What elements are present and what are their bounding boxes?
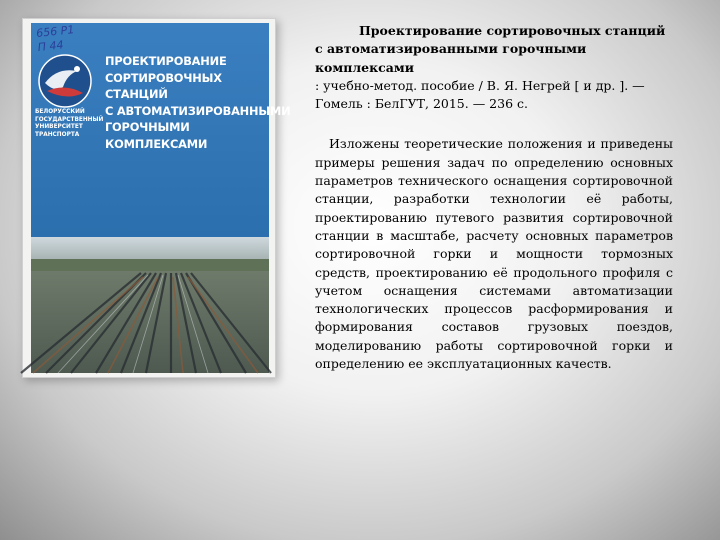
- book-cover-image: [22, 18, 291, 378]
- university-name: [35, 109, 104, 139]
- book-abstract-paragraph: [315, 135, 673, 373]
- book-description: [315, 22, 673, 373]
- cover-title-line: ГОРОЧНЫМИ: [105, 120, 190, 134]
- bibliographic-record: [315, 22, 673, 113]
- cover-title-line: КОМПЛЕКСАМИ: [105, 136, 208, 151]
- university-name-line: УНИВЕРСИТЕТ: [35, 124, 83, 131]
- handwritten-shelf-mark: [36, 23, 77, 55]
- university-name-line: БЕЛОРУССКИЙ: [35, 109, 85, 115]
- university-name-line: ТРАНСПОРТА: [35, 131, 80, 138]
- railway-yard-photo: [31, 237, 269, 373]
- book-cover: [31, 23, 291, 373]
- book-imprint: : учебно-метод. пособие / В. Я. Негрей [ и др. ]. — Гомель : БелГУТ, 2015. — 236 с.: [315, 77, 645, 112]
- book-abstract: Изложены теоретические положения и приведены примеры решения задач по определению основных параметров технического оснащения сортировочной станции, разработки технологии её работы, проектированию путевого развития сортировочной станции в масштабе, расчету основных параметров сортировочной горки и мощности тормозных средств, проектированию её продольного профиля с учетом оснащения системами автоматизации технологических процессов расформирования и формирования составов грузовых поездов, моделированию работы сортировочной горки и определению ее эксплуатационных качеств.: [315, 136, 673, 372]
- cover-title-line: СОРТИРОВОЧНЫХ: [105, 70, 222, 85]
- cover-title-line: СТАНЦИЙ: [105, 87, 168, 101]
- cover-title-line: С АВТОМАТИЗИРОВАННЫМИ: [105, 103, 291, 118]
- shelf-mark-line: П 44: [37, 38, 65, 54]
- book-title: Проектирование сортировочных станций с автоматизированными горочными комплексами: [315, 23, 666, 75]
- cover-title-line: ПРОЕКТИРОВАНИЕ: [105, 54, 227, 68]
- cover-title: [105, 53, 291, 152]
- university-logo-icon: [37, 53, 93, 109]
- university-name-line: ГОСУДАРСТВЕННЫЙ: [35, 116, 104, 123]
- shelf-mark-line: 656 Р1: [35, 23, 75, 40]
